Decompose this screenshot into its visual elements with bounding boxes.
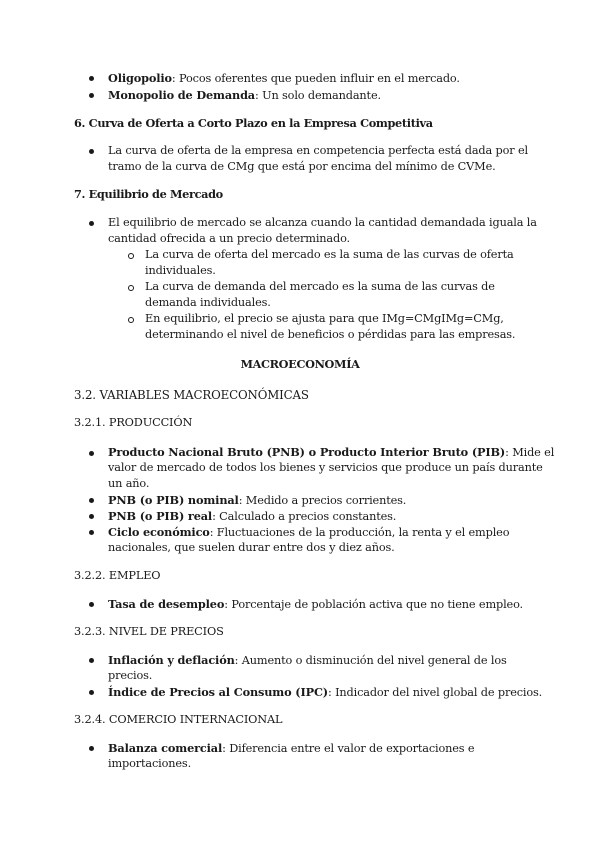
bullet-icon	[89, 451, 94, 456]
bullet-icon	[89, 690, 94, 695]
paragraph-line: El equilibrio de mercado se alcanza cuando la cantidad demandada iguala la	[108, 216, 537, 229]
section-heading: 3.2. VARIABLES MACROECONÓMICAS	[74, 388, 309, 402]
item-term: Inflación y deflación	[108, 653, 235, 667]
section-heading: 3.2.4. COMERCIO INTERNACIONAL	[74, 713, 283, 726]
bullet-icon	[89, 93, 94, 98]
bullet-icon	[89, 149, 94, 154]
sub-item-line: En equilibrio, el precio se ajusta para que IMg=CMgIMg=CMg,	[145, 312, 504, 325]
item-desc: : Calculado a precios constantes.	[212, 510, 397, 523]
section-heading: 6. Curva de Oferta a Corto Plazo en la Empresa Competitiva	[74, 116, 433, 130]
bullet-icon	[89, 746, 94, 751]
paragraph-line: precios.	[108, 669, 153, 682]
circle-bullet-icon	[128, 253, 134, 259]
list-item	[108, 597, 523, 611]
bullet-icon	[89, 76, 94, 81]
list-item	[108, 445, 554, 459]
bullet-icon	[89, 221, 94, 226]
sub-item-line: individuales.	[145, 264, 216, 277]
item-term: Índice de Precios al Consumo (IPC)	[108, 685, 328, 699]
item-desc: : Fluctuaciones de la producción, la renta y el empleo	[209, 526, 510, 539]
item-desc: : Pocos oferentes que pueden influir en el mercado.	[171, 72, 460, 85]
paragraph-line: cantidad ofrecida a un precio determinado.	[108, 232, 350, 245]
bullet-icon	[89, 530, 94, 535]
paragraph-line: importaciones.	[108, 757, 192, 770]
paragraph-line: un año.	[108, 477, 150, 490]
bullet-icon	[89, 658, 94, 663]
list-item	[108, 509, 396, 523]
list-item	[108, 685, 542, 699]
section-heading: 3.2.3. NIVEL DE PRECIOS	[74, 625, 224, 638]
list-item	[108, 741, 474, 755]
list-item	[108, 88, 381, 102]
item-term: Balanza comercial	[108, 741, 223, 755]
section-heading: 3.2.1. PRODUCCIÓN	[74, 416, 193, 429]
sub-item-line: demanda individuales.	[145, 296, 271, 309]
item-desc: : Aumento o disminución del nivel general de los	[234, 654, 507, 667]
sub-item-line: La curva de demanda del mercado es la suma de las curvas de	[145, 280, 495, 293]
item-term: Oligopolio	[108, 71, 172, 85]
list-item	[108, 493, 406, 507]
item-desc: : Medido a precios corrientes.	[238, 494, 407, 507]
paragraph-line: valor de mercado de todos los bienes y servicios que produce un país durante	[108, 461, 543, 474]
item-term: PNB (o PIB) real	[108, 509, 213, 523]
item-desc: : Diferencia entre el valor de exportaciones e	[222, 742, 475, 755]
bullet-icon	[89, 498, 94, 503]
list-item	[108, 525, 509, 539]
page-title: MACROECONOMÍA	[240, 357, 360, 371]
list-item	[108, 71, 460, 85]
section-heading: 7. Equilibrio de Mercado	[74, 187, 223, 201]
item-desc: : Un solo demandante.	[254, 89, 381, 102]
bullet-icon	[89, 602, 94, 607]
sub-item-line: determinando el nivel de beneficios o pérdidas para las empresas.	[145, 328, 516, 341]
item-term: Monopolio de Demanda	[108, 88, 255, 102]
circle-bullet-icon	[128, 317, 134, 323]
paragraph-line: La curva de oferta de la empresa en competencia perfecta está dada por el	[108, 144, 528, 157]
item-term: Ciclo económico	[108, 525, 210, 539]
item-term: Tasa de desempleo	[108, 597, 225, 611]
item-desc: : Porcentaje de población activa que no tiene empleo.	[224, 598, 523, 611]
item-desc: : Mide el	[505, 446, 555, 459]
section-heading: 3.2.2. EMPLEO	[74, 569, 161, 582]
paragraph-line: tramo de la curva de CMg que está por encima del mínimo de CVMe.	[108, 160, 496, 173]
sub-item-line: La curva de oferta del mercado es la suma de las curvas de oferta	[145, 248, 514, 261]
item-desc: : Indicador del nivel global de precios.	[327, 686, 543, 699]
circle-bullet-icon	[128, 285, 134, 291]
item-term: Producto Nacional Bruto (PNB) o Producto Interior Bruto (PIB)	[108, 445, 506, 459]
bullet-icon	[89, 514, 94, 519]
item-term: PNB (o PIB) nominal	[108, 493, 239, 507]
paragraph-line: nacionales, que suelen durar entre dos y diez años.	[108, 541, 395, 554]
list-item	[108, 653, 507, 667]
